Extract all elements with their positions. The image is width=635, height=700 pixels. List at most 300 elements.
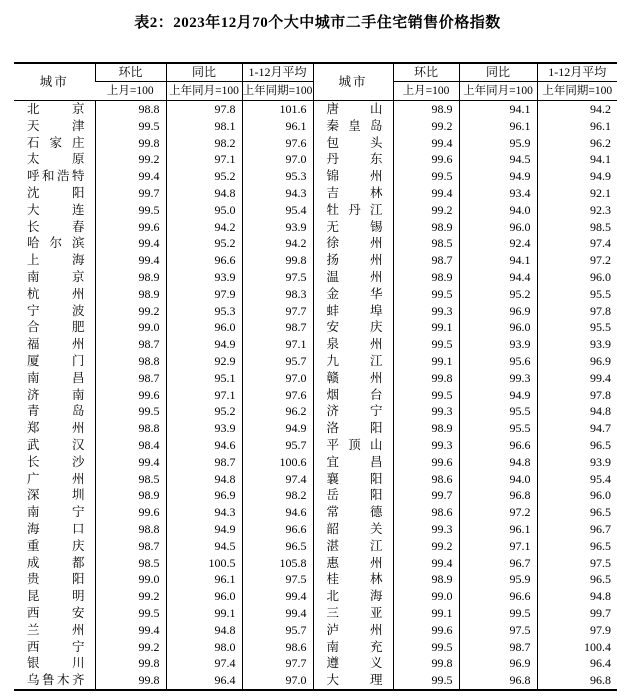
city-cell: 大 连 [27, 202, 85, 217]
subheader-avg-right: 上年同期=100 [537, 82, 617, 101]
table-row [14, 252, 617, 269]
city-cell: 岳 阳 [313, 487, 393, 504]
mom-value: 98.9 [95, 286, 166, 303]
city-cell: 常 德 [313, 504, 393, 521]
yoy-value: 94.9 [459, 387, 537, 404]
yoy-value: 94.8 [166, 471, 242, 488]
mom-value: 99.5 [95, 202, 166, 219]
table-row [14, 420, 617, 437]
mom-value: 98.9 [393, 219, 459, 236]
mom-value: 98.8 [95, 420, 166, 437]
yoy-value: 96.4 [166, 672, 242, 690]
city-cell: 郑 州 [27, 421, 85, 436]
city-cell: 蚌 埠 [313, 303, 393, 320]
mom-value: 98.9 [393, 420, 459, 437]
city-cell: 湛 江 [313, 538, 393, 555]
city-cell: 北 京 [27, 102, 85, 116]
mom-value: 98.8 [95, 353, 166, 370]
table-row [14, 471, 617, 488]
header-city-right: 城市 [313, 63, 393, 101]
mom-value: 99.4 [95, 622, 166, 639]
mom-value: 99.3 [393, 521, 459, 538]
mom-value: 99.6 [95, 387, 166, 404]
mom-value: 98.8 [95, 521, 166, 538]
yoy-value: 95.2 [459, 286, 537, 303]
table-row [14, 101, 617, 118]
yoy-value: 94.1 [459, 101, 537, 118]
table-row [14, 588, 617, 605]
city-cell: 泉 州 [313, 336, 393, 353]
city-cell: 西 宁 [27, 639, 85, 654]
yoy-value: 94.8 [166, 185, 242, 202]
header-city-left: 城市 [14, 63, 95, 101]
avg-value: 96.9 [537, 353, 617, 370]
header-yoy-right: 同比 [459, 63, 537, 82]
yoy-value: 96.1 [459, 118, 537, 135]
city-cell: 重 庆 [27, 538, 85, 553]
avg-value: 94.9 [537, 168, 617, 185]
city-cell: 长 春 [27, 219, 85, 234]
mom-value: 99.2 [95, 588, 166, 605]
header-avg-left: 1-12月平均 [242, 63, 313, 82]
table-row [14, 168, 617, 185]
yoy-value: 94.9 [166, 336, 242, 353]
mom-value: 98.4 [95, 437, 166, 454]
avg-value: 97.2 [537, 252, 617, 269]
yoy-value: 95.1 [166, 370, 242, 387]
mom-value: 99.5 [393, 639, 459, 656]
mom-value: 99.5 [95, 118, 166, 135]
mom-value: 98.5 [393, 235, 459, 252]
avg-value: 92.1 [537, 185, 617, 202]
avg-value: 96.8 [537, 672, 617, 690]
avg-value: 97.8 [537, 303, 617, 320]
city-cell: 太 原 [27, 152, 85, 167]
avg-value: 94.2 [242, 235, 313, 252]
yoy-value: 96.1 [166, 571, 242, 588]
table-row [14, 487, 617, 504]
city-cell: 西 安 [27, 605, 85, 620]
yoy-value: 96.0 [166, 319, 242, 336]
mom-value: 98.6 [393, 504, 459, 521]
city-cell: 泸 州 [313, 622, 393, 639]
avg-value: 96.7 [537, 521, 617, 538]
table-row [14, 118, 617, 135]
mom-value: 99.1 [393, 353, 459, 370]
avg-value: 97.7 [242, 303, 313, 320]
avg-value: 97.6 [242, 135, 313, 152]
mom-value: 98.9 [393, 269, 459, 286]
city-cell: 惠 州 [313, 555, 393, 572]
city-cell: 金 华 [313, 286, 393, 303]
avg-value: 94.6 [242, 504, 313, 521]
city-cell: 济 宁 [313, 403, 393, 420]
header-mom-right: 环比 [393, 63, 459, 82]
mom-value: 99.5 [95, 605, 166, 622]
avg-value: 96.4 [537, 655, 617, 672]
avg-value: 95.5 [537, 319, 617, 336]
table-row [14, 538, 617, 555]
city-cell: 银 川 [27, 656, 85, 671]
city-cell: 遵 义 [313, 655, 393, 672]
yoy-value: 95.2 [166, 168, 242, 185]
table-row [14, 151, 617, 168]
mom-value: 99.4 [393, 555, 459, 572]
yoy-value: 94.3 [166, 504, 242, 521]
mom-value: 99.8 [393, 370, 459, 387]
city-cell: 杭 州 [27, 286, 85, 301]
mom-value: 98.9 [95, 487, 166, 504]
avg-value: 93.9 [537, 336, 617, 353]
city-cell: 贵 阳 [27, 572, 85, 587]
table-row [14, 269, 617, 286]
mom-value: 98.9 [393, 101, 459, 118]
yoy-value: 99.5 [459, 605, 537, 622]
avg-value: 93.9 [537, 454, 617, 471]
city-cell: 平 顶 山 [313, 437, 393, 454]
yoy-value: 97.4 [166, 655, 242, 672]
city-cell: 兰 州 [27, 622, 85, 637]
mom-value: 98.6 [393, 471, 459, 488]
yoy-value: 96.6 [166, 252, 242, 269]
yoy-value: 97.9 [166, 286, 242, 303]
avg-value: 96.0 [537, 269, 617, 286]
city-cell: 长 沙 [27, 454, 85, 469]
mom-value: 99.4 [393, 185, 459, 202]
city-cell: 宁 波 [27, 303, 85, 318]
table-row [14, 521, 617, 538]
yoy-value: 95.2 [166, 403, 242, 420]
yoy-value: 97.8 [166, 101, 242, 118]
yoy-value: 94.0 [459, 471, 537, 488]
avg-value: 97.1 [242, 336, 313, 353]
table-row [14, 185, 617, 202]
city-cell: 合 肥 [27, 320, 85, 335]
city-cell: 秦 皇 岛 [313, 118, 393, 135]
yoy-value: 94.8 [166, 622, 242, 639]
city-cell: 丹 东 [313, 151, 393, 168]
mom-value: 99.5 [393, 286, 459, 303]
mom-value: 99.0 [95, 319, 166, 336]
subheader-mom-left: 上月=100 [95, 82, 166, 101]
avg-value: 97.4 [537, 235, 617, 252]
mom-value: 99.5 [393, 387, 459, 404]
avg-value: 95.3 [242, 168, 313, 185]
city-cell: 安 庆 [313, 319, 393, 336]
city-cell: 石 家 庄 [27, 135, 85, 150]
avg-value: 100.6 [242, 454, 313, 471]
table-row [14, 370, 617, 387]
mom-value: 99.5 [393, 168, 459, 185]
yoy-value: 94.5 [166, 538, 242, 555]
yoy-value: 98.7 [166, 454, 242, 471]
table-row [14, 555, 617, 572]
table-row [14, 387, 617, 404]
city-cell: 南 京 [27, 269, 85, 284]
mom-value: 99.0 [95, 571, 166, 588]
avg-value: 97.9 [537, 622, 617, 639]
subheader-avg-left: 上年同期=100 [242, 82, 313, 101]
avg-value: 99.7 [537, 605, 617, 622]
yoy-value: 95.9 [459, 571, 537, 588]
avg-value: 95.7 [242, 622, 313, 639]
city-cell: 乌 鲁 木 齐 [27, 673, 85, 688]
avg-value: 94.8 [537, 403, 617, 420]
avg-value: 100.4 [537, 639, 617, 656]
yoy-value: 97.1 [459, 538, 537, 555]
yoy-value: 95.5 [459, 420, 537, 437]
avg-value: 97.0 [242, 672, 313, 690]
avg-value: 97.5 [537, 555, 617, 572]
city-cell: 大 理 [313, 672, 393, 690]
avg-value: 97.8 [537, 387, 617, 404]
mom-value: 99.8 [95, 672, 166, 690]
yoy-value: 94.6 [166, 437, 242, 454]
yoy-value: 94.9 [166, 521, 242, 538]
avg-value: 97.6 [242, 387, 313, 404]
mom-value: 99.3 [393, 437, 459, 454]
table-row [14, 202, 617, 219]
avg-value: 96.5 [537, 437, 617, 454]
mom-value: 99.6 [393, 454, 459, 471]
avg-value: 95.4 [242, 202, 313, 219]
yoy-value: 95.9 [459, 135, 537, 152]
mom-value: 99.7 [393, 487, 459, 504]
city-cell: 烟 台 [313, 387, 393, 404]
yoy-value: 98.1 [166, 118, 242, 135]
city-cell: 呼 和 浩 特 [27, 169, 85, 184]
yoy-value: 97.2 [459, 504, 537, 521]
table-row [14, 286, 617, 303]
avg-value: 105.8 [242, 555, 313, 572]
mom-value: 99.6 [393, 622, 459, 639]
city-cell: 包 头 [313, 135, 393, 152]
yoy-value: 94.9 [459, 168, 537, 185]
avg-value: 98.5 [537, 219, 617, 236]
mom-value: 98.7 [95, 370, 166, 387]
avg-value: 95.7 [242, 437, 313, 454]
avg-value: 94.2 [537, 101, 617, 118]
avg-value: 97.0 [242, 151, 313, 168]
yoy-value: 99.1 [166, 605, 242, 622]
price-index-table [14, 62, 617, 691]
mom-value: 99.4 [95, 235, 166, 252]
avg-value: 97.0 [242, 370, 313, 387]
avg-value: 97.7 [242, 655, 313, 672]
header-avg-right: 1-12月平均 [537, 63, 617, 82]
avg-value: 98.2 [242, 487, 313, 504]
avg-value: 94.7 [537, 420, 617, 437]
avg-value: 92.3 [537, 202, 617, 219]
avg-value: 96.5 [537, 504, 617, 521]
table-row [14, 219, 617, 236]
yoy-value: 95.2 [166, 235, 242, 252]
yoy-value: 97.1 [166, 387, 242, 404]
mom-value: 99.2 [95, 639, 166, 656]
header-mom-left: 环比 [95, 63, 166, 82]
mom-value: 99.7 [95, 185, 166, 202]
avg-value: 94.3 [242, 185, 313, 202]
mom-value: 99.6 [95, 504, 166, 521]
yoy-value: 96.8 [459, 487, 537, 504]
city-cell: 九 江 [313, 353, 393, 370]
yoy-value: 96.8 [459, 672, 537, 690]
city-cell: 宜 昌 [313, 454, 393, 471]
avg-value: 98.6 [242, 639, 313, 656]
table-row [14, 639, 617, 656]
mom-value: 99.6 [95, 219, 166, 236]
table-row [14, 672, 617, 690]
yoy-value: 94.0 [459, 202, 537, 219]
avg-value: 96.5 [537, 538, 617, 555]
city-cell: 韶 关 [313, 521, 393, 538]
city-cell: 海 口 [27, 521, 85, 536]
table-row [14, 504, 617, 521]
avg-value: 96.2 [537, 135, 617, 152]
yoy-value: 95.3 [166, 303, 242, 320]
city-cell: 南 宁 [27, 505, 85, 520]
city-cell: 洛 阳 [313, 420, 393, 437]
avg-value: 99.8 [242, 252, 313, 269]
yoy-value: 96.0 [459, 219, 537, 236]
city-cell: 南 昌 [27, 370, 85, 385]
header-yoy-left: 同比 [166, 63, 242, 82]
city-cell: 吉 林 [313, 185, 393, 202]
yoy-value: 97.1 [166, 151, 242, 168]
city-cell: 沈 阳 [27, 185, 85, 200]
avg-value: 94.8 [537, 588, 617, 605]
avg-value: 97.5 [242, 269, 313, 286]
city-cell: 天 津 [27, 118, 85, 133]
subheader-yoy-right: 上年同月=100 [459, 82, 537, 101]
mom-value: 99.1 [393, 605, 459, 622]
mom-value: 99.4 [393, 135, 459, 152]
yoy-value: 94.1 [459, 252, 537, 269]
city-cell: 上 海 [27, 253, 85, 268]
yoy-value: 94.2 [166, 219, 242, 236]
mom-value: 99.2 [393, 118, 459, 135]
city-cell: 青 岛 [27, 404, 85, 419]
table-row [14, 437, 617, 454]
yoy-value: 93.9 [166, 420, 242, 437]
avg-value: 93.9 [242, 219, 313, 236]
city-cell: 赣 州 [313, 370, 393, 387]
city-cell: 福 州 [27, 337, 85, 352]
city-cell: 厦 门 [27, 353, 85, 368]
avg-value: 99.4 [242, 588, 313, 605]
mom-value: 99.3 [393, 303, 459, 320]
yoy-value: 98.2 [166, 135, 242, 152]
yoy-value: 93.4 [459, 185, 537, 202]
yoy-value: 95.5 [459, 403, 537, 420]
yoy-value: 98.0 [166, 639, 242, 656]
city-cell: 武 汉 [27, 437, 85, 452]
yoy-value: 96.6 [459, 588, 537, 605]
mom-value: 99.8 [95, 655, 166, 672]
table-row [14, 605, 617, 622]
table-row [14, 571, 617, 588]
yoy-value: 96.1 [459, 521, 537, 538]
mom-value: 98.7 [95, 336, 166, 353]
table-row [14, 454, 617, 471]
city-cell: 唐 山 [313, 101, 393, 118]
avg-value: 95.4 [537, 471, 617, 488]
city-cell: 牡 丹 江 [313, 202, 393, 219]
city-cell: 扬 州 [313, 252, 393, 269]
mom-value: 98.9 [95, 269, 166, 286]
city-cell: 南 充 [313, 639, 393, 656]
yoy-value: 95.0 [166, 202, 242, 219]
yoy-value: 94.4 [459, 269, 537, 286]
table-header [14, 63, 617, 101]
avg-value: 96.5 [537, 571, 617, 588]
yoy-value: 96.9 [459, 303, 537, 320]
city-cell: 温 州 [313, 269, 393, 286]
mom-value: 99.4 [95, 168, 166, 185]
yoy-value: 98.7 [459, 639, 537, 656]
city-cell: 徐 州 [313, 235, 393, 252]
table-row [14, 319, 617, 336]
yoy-value: 97.5 [459, 622, 537, 639]
mom-value: 99.4 [95, 252, 166, 269]
mom-value: 99.3 [393, 403, 459, 420]
mom-value: 98.7 [95, 538, 166, 555]
yoy-value: 100.5 [166, 555, 242, 572]
mom-value: 99.2 [95, 303, 166, 320]
yoy-value: 94.8 [459, 454, 537, 471]
table-row [14, 655, 617, 672]
avg-value: 98.7 [242, 319, 313, 336]
mom-value: 99.1 [393, 319, 459, 336]
avg-value: 99.4 [242, 605, 313, 622]
mom-value: 99.0 [393, 588, 459, 605]
avg-value: 98.3 [242, 286, 313, 303]
yoy-value: 93.9 [459, 336, 537, 353]
yoy-value: 96.6 [459, 437, 537, 454]
table-row [14, 303, 617, 320]
yoy-value: 96.7 [459, 555, 537, 572]
mom-value: 99.6 [393, 151, 459, 168]
subheader-yoy-left: 上年同月=100 [166, 82, 242, 101]
yoy-value: 92.4 [459, 235, 537, 252]
avg-value: 96.1 [242, 118, 313, 135]
avg-value: 99.4 [537, 370, 617, 387]
mom-value: 98.9 [393, 571, 459, 588]
table-row [14, 622, 617, 639]
city-cell: 广 州 [27, 471, 85, 486]
table-body [14, 101, 617, 690]
table-row [14, 353, 617, 370]
avg-value: 96.6 [242, 521, 313, 538]
city-cell: 三 亚 [313, 605, 393, 622]
mom-value: 99.2 [95, 151, 166, 168]
header-row-top [14, 63, 617, 82]
city-cell: 桂 林 [313, 571, 393, 588]
avg-value: 101.6 [242, 101, 313, 118]
mom-value: 99.2 [393, 538, 459, 555]
mom-value: 99.8 [393, 655, 459, 672]
mom-value: 99.5 [393, 336, 459, 353]
avg-value: 97.5 [242, 571, 313, 588]
yoy-value: 95.6 [459, 353, 537, 370]
yoy-value: 94.5 [459, 151, 537, 168]
avg-value: 96.1 [537, 118, 617, 135]
subheader-mom-right: 上月=100 [393, 82, 459, 101]
mom-value: 99.2 [393, 202, 459, 219]
avg-value: 94.1 [537, 151, 617, 168]
avg-value: 96.0 [537, 487, 617, 504]
table-row [14, 235, 617, 252]
